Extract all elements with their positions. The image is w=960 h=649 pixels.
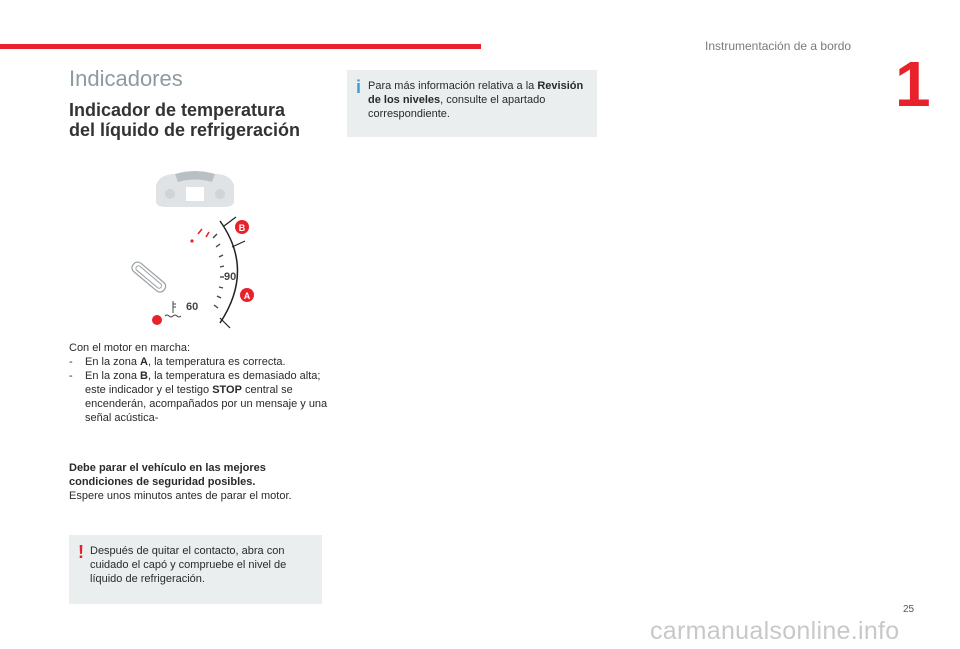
zone-a-label: A [243, 291, 251, 301]
warning-lamp-dot [152, 315, 162, 325]
zone-b-marker [235, 220, 249, 234]
list-dash: - [69, 356, 73, 368]
chapter-number: 1 [895, 48, 931, 120]
tick-label-90: 90 [224, 271, 237, 283]
list-item-zone-b: - En la zona B, la temperatura es demasiado alta; este indicador y el testigo STOP central se encenderán, acompañados por un mensaje y una señal acústica- [69, 370, 328, 424]
safety-normal-text: Espere unos minutos antes de parar el motor. [69, 490, 292, 502]
watermark: carmanualsonline.info [650, 617, 900, 645]
body-text [69, 341, 329, 425]
list-dash: - [69, 370, 73, 382]
warning-box-text: Después de quitar el contacto, abra con cuidado el capó y compruebe el nivel de líquido de refrigeración. [90, 545, 287, 585]
section-title: Indicadores [69, 66, 183, 91]
safety-bold-text: Debe parar el vehículo en las mejores condiciones de seguridad posibles. [69, 462, 266, 488]
exclamation-icon: ! [78, 542, 84, 562]
gauge-needle [130, 260, 168, 294]
subtitle-line-1: Indicador de temperatura [69, 100, 286, 120]
list-item-zone-a: - En la zona A, la temperatura es correcta. [69, 356, 286, 368]
tick-label-60: 60 [186, 301, 199, 313]
warning-box [69, 535, 322, 604]
subtitle [69, 100, 329, 140]
gauge-red-dot [190, 239, 193, 242]
intro-text: Con el motor en marcha: [69, 342, 191, 354]
coolant-temperature-icon [165, 301, 181, 317]
info-icon: i [356, 77, 362, 97]
subtitle-line-2: del líquido de refrigeración [69, 120, 301, 140]
instrument-cluster-icon [156, 171, 234, 207]
zone-b-label: B [238, 223, 246, 233]
page-number: 25 [903, 604, 915, 615]
safety-paragraph [69, 461, 329, 503]
coolant-gauge-illustration [120, 165, 270, 340]
info-box [347, 70, 597, 137]
gauge-red-ticks [198, 229, 209, 237]
chapter-title: Instrumentación de a bordo [705, 39, 852, 53]
zone-a-marker [240, 288, 254, 302]
info-box-text: Para más información relativa a la Revisión de los niveles, consulte el apartado correspondiente. [368, 80, 584, 120]
top-red-bar [0, 44, 481, 49]
gauge-ticks [213, 234, 224, 308]
